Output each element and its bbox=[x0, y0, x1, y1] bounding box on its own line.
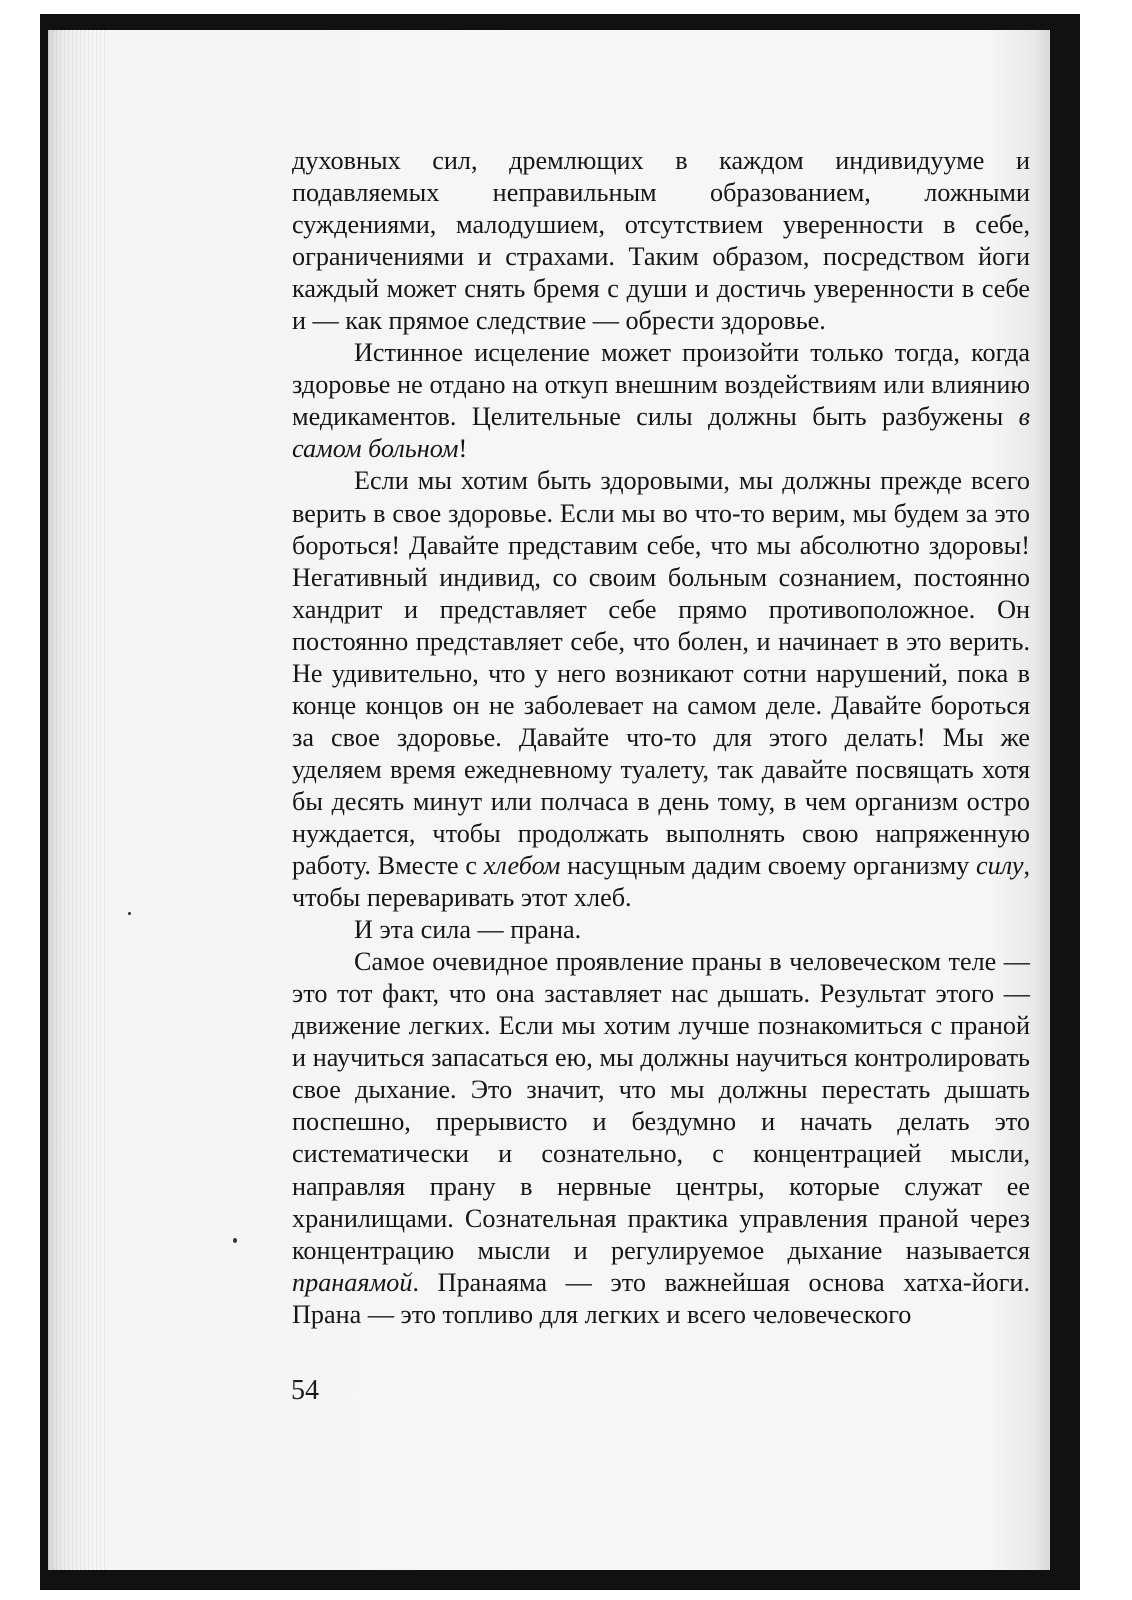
paragraph bbox=[292, 465, 1030, 914]
text-segment: И эта сила — прана. bbox=[354, 915, 582, 945]
text-segment: Если мы хотим быть здоровыми, мы должны прежде всего верить в свое здоровье. Если мы во что-то верим, мы будем за это бороться! Давайте представим себе, что мы абсолютно здоровы! Негативный индивид, со своим больным сознанием, постоянно хандрит и представляет себе прямо противоположное. Он постоянно представляет себе, что болен, и начинает в это верить. Не удивительно, что у него возникают сотни нарушений, пока в конце концов он не заболевает на самом деле. Давайте бороться за свое здоровье. Давайте что-то для этого делать! Мы же уделяем время ежедневному туалету, так давайте посвящать хотя бы десять минут или полчаса в день тому, в чем организм остро нуждается, чтобы продолжать выполнять свою напряженную работу. Вместе с bbox=[292, 466, 1030, 881]
page-number: 54 bbox=[291, 1375, 319, 1406]
scan-speck bbox=[128, 912, 131, 915]
scan-speck bbox=[233, 1238, 237, 1243]
text-segment: Истинное исцеление может произойти только тогда, когда здоровье не отдано на откуп внешним воздействиям или влиянию медикаментов. Целительные силы должны быть разбужены bbox=[292, 338, 1030, 432]
paragraph bbox=[292, 145, 1030, 337]
page-edge-shading bbox=[48, 30, 108, 1570]
italic-text: в самом больном bbox=[292, 402, 1030, 464]
italic-text: силу bbox=[976, 851, 1024, 881]
text-segment: . Пранаяма — это важнейшая основа хатха-йоги. Прана — это топливо для легких и всего человеческого bbox=[292, 1267, 1030, 1329]
text-segment: насущным дадим своему организму bbox=[560, 851, 977, 881]
body-text bbox=[292, 145, 1030, 1331]
paragraph bbox=[292, 946, 1030, 1331]
text-segment: духовных сил, дремлющих в каждом индивидууме и подавляемых неправильным образованием, ложными суждениями, малодушием, отсутствием уверенности в себе, ограничениями и страхами. Таким образом, посредством йоги каждый может снять бремя с души и достичь уверенности в себе и — как прямое следствие — обрести здоровье. bbox=[292, 146, 1030, 336]
text-segment: Самое очевидное проявление праны в человеческом теле — это тот факт, что она заставляет нас дышать. Результат этого — движение легких. Если мы хотим лучше познакомиться с праной и научиться запасаться ею, мы должны научиться контролировать свое дыхание. Это значит, что мы должны перестать дышать поспешно, прерывисто и бездумно и начать делать это систематически и сознательно, с концентрацией мысли, направляя прану в нервные центры, которые служат ее хранилищами. Сознательная практика управления праной через концентрацию мысли и регулируемое дыхание называется bbox=[292, 947, 1030, 1265]
text-segment: , чтобы переваривать этот хлеб. bbox=[292, 851, 1030, 913]
paragraph bbox=[292, 337, 1030, 465]
text-segment: ! bbox=[458, 434, 468, 464]
italic-text: пранаямой bbox=[292, 1267, 413, 1297]
italic-text: хлебом bbox=[483, 851, 561, 881]
paragraph bbox=[292, 914, 1030, 946]
